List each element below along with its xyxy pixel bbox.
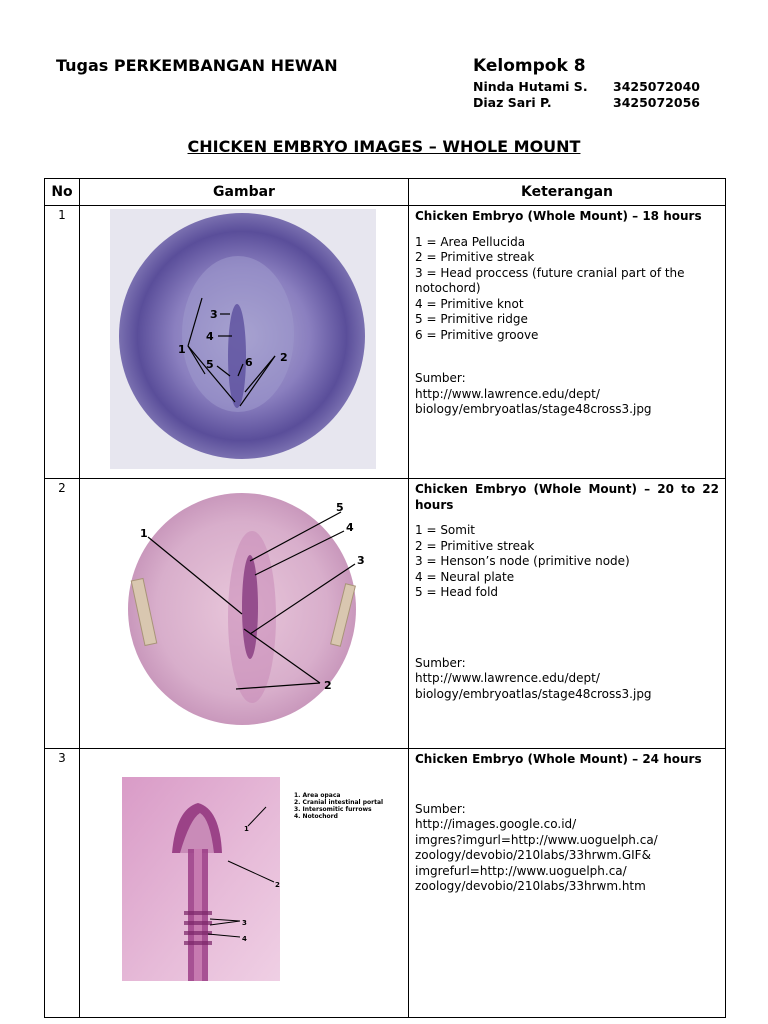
image-label: 2 xyxy=(324,679,332,692)
source-url: zoology/devobio/210labs/33hrwm.htm xyxy=(415,879,646,893)
source-url: http://www.lawrence.edu/dept/ xyxy=(415,671,600,685)
list-item: 3 = Head proccess (future cranial part of the notochord) xyxy=(415,265,685,295)
image-legend-item: 4. Notochord xyxy=(294,813,338,820)
table-row xyxy=(45,749,726,1018)
source-url: zoology/devobio/210labs/33hrwm.GIF& xyxy=(415,848,651,862)
row-number: 2 xyxy=(45,479,80,749)
member-id: 3425072040 xyxy=(613,79,700,94)
source xyxy=(415,802,719,895)
source-label: Sumber: xyxy=(415,371,466,385)
list-item: 1 = Somit xyxy=(415,523,476,537)
list-item: 1 = Area Pellucida xyxy=(415,234,526,249)
list-item: 4 = Primitive knot xyxy=(415,296,524,311)
table-row xyxy=(45,206,726,479)
member-name: Ninda Hutami S. xyxy=(473,79,588,94)
header-desc: Keterangan xyxy=(409,179,726,206)
row-number: 1 xyxy=(45,206,80,479)
row-number: 3 xyxy=(45,749,80,1018)
image-label: 2 xyxy=(280,351,288,364)
source-url: imgres?imgurl=http://www.uoguelph.ca/ xyxy=(415,832,658,847)
source-url: http://www.lawrence.edu/dept/ xyxy=(415,386,600,401)
table-header-row xyxy=(45,179,726,206)
image-label: 2 xyxy=(275,881,280,889)
list-item: 6 = Primitive groove xyxy=(415,327,539,342)
member-row xyxy=(473,79,700,95)
row-title: Chicken Embryo (Whole Mount) – 24 hours xyxy=(415,752,702,766)
member-id: 3425072056 xyxy=(613,95,700,110)
image-cell xyxy=(80,206,409,479)
list-item: 2 = Primitive streak xyxy=(415,538,535,553)
list-item: 5 = Primitive ridge xyxy=(415,312,528,326)
image-label: 1 xyxy=(140,527,148,540)
image-cell xyxy=(80,479,409,749)
image-label: 3 xyxy=(242,919,247,927)
image-label: 3 xyxy=(210,308,218,321)
image-label: 3 xyxy=(357,554,365,567)
image-label: 5 xyxy=(336,501,344,514)
list-item: 4 = Neural plate xyxy=(415,569,515,584)
assignment-title: Tugas PERKEMBANGAN HEWAN xyxy=(56,56,338,75)
source xyxy=(415,371,719,418)
source-url: biology/embryoatlas/stage48cross3.jpg xyxy=(415,402,652,416)
source-url: imgrefurl=http://www.uoguelph.ca/ xyxy=(415,863,627,878)
image-label: 4 xyxy=(346,521,354,534)
source-url: http://images.google.co.id/ xyxy=(415,817,577,831)
description-cell xyxy=(409,479,726,749)
source-url: biology/embryoatlas/stage48cross3.jpg xyxy=(415,686,652,701)
source-label: Sumber: xyxy=(415,801,466,816)
list-item: 5 = Head fold xyxy=(415,585,499,599)
description-cell xyxy=(409,206,726,479)
embryo-image-18h xyxy=(80,206,409,474)
embryo-table xyxy=(44,178,726,1018)
header-image: Gambar xyxy=(80,179,409,206)
row-title: Chicken Embryo (Whole Mount) – 18 hours xyxy=(415,209,702,223)
member-row xyxy=(473,95,700,111)
group-name: Kelompok 8 xyxy=(473,56,586,76)
row-title: Chicken Embryo (Whole Mount) – 20 to 22 hours xyxy=(415,482,719,512)
image-legend-item: 3. Intersomitic furrows xyxy=(294,806,372,813)
image-label: 1 xyxy=(178,343,186,356)
header-no: No xyxy=(45,179,80,206)
embryo-image-24h xyxy=(80,749,409,1013)
image-legend-item: 1. Area opaca xyxy=(294,792,341,799)
source-label: Sumber: xyxy=(415,655,466,670)
image-label: 4 xyxy=(242,935,247,943)
list-item: 2 = Primitive streak xyxy=(415,250,535,264)
image-label: 4 xyxy=(206,330,214,343)
list-item: 3 = Henson’s node (primitive node) xyxy=(415,554,630,568)
image-label: 6 xyxy=(245,356,253,369)
source xyxy=(415,656,719,703)
image-label: 1 xyxy=(244,825,249,833)
image-cell xyxy=(80,749,409,1018)
image-legend-item: 2. Cranial intestinal portal xyxy=(294,799,384,806)
member-name: Diaz Sari P. xyxy=(473,95,552,110)
table-row xyxy=(45,479,726,749)
embryo-image-20-22h xyxy=(80,479,409,744)
description-cell xyxy=(409,749,726,1018)
image-label: 5 xyxy=(206,358,214,371)
group-info xyxy=(473,56,700,111)
document-title: CHICKEN EMBRYO IMAGES – WHOLE MOUNT xyxy=(187,137,581,156)
